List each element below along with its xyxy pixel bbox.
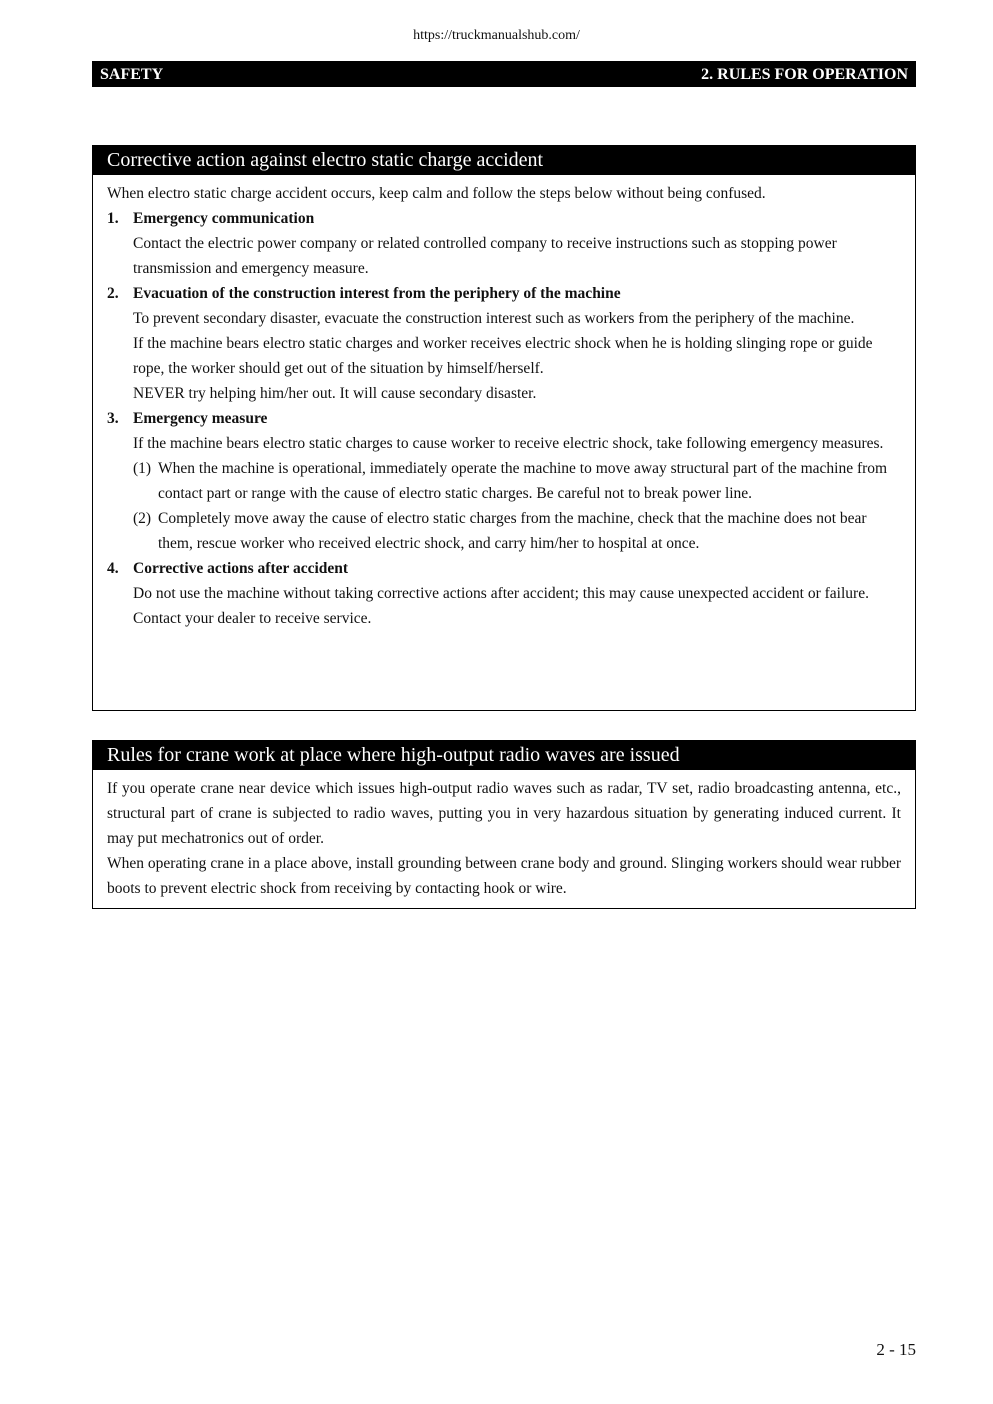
section-title: Rules for crane work at place where high-output radio waves are issued xyxy=(93,741,915,770)
sub-item-text: Completely move away the cause of electro static charges from the machine, check that the machine does not bear them, rescue worker who received electric shock, and carry him/her to hospital at once. xyxy=(158,510,867,552)
page-header xyxy=(92,61,916,87)
page-number: 2 - 15 xyxy=(876,1340,916,1359)
source-url: https://truckmanualshub.com/ xyxy=(413,28,580,43)
step-title: Corrective actions after accident xyxy=(133,560,349,577)
step-title: Emergency measure xyxy=(133,410,268,427)
section-title: Corrective action against electro static charge accident xyxy=(93,146,915,175)
step-title: Evacuation of the construction interest from the periphery of the machine xyxy=(133,285,621,302)
step-number: 4. xyxy=(107,560,119,577)
header-section-left: SAFETY xyxy=(100,66,164,83)
sub-item xyxy=(107,506,901,556)
sub-item-number: (1) xyxy=(133,460,152,477)
step-paragraph: Contact the electric power company or related controlled company to receive instructions such as stopping power transmission and emergency measure. xyxy=(133,235,837,277)
electrostatic-accident-section xyxy=(92,145,916,711)
step-paragraph: Do not use the machine without taking corrective actions after accident; this may cause unexpected accident or failure. xyxy=(133,585,869,602)
step-paragraph: NEVER try helping him/her out. It will cause secondary disaster. xyxy=(133,385,537,402)
step-number: 1. xyxy=(107,210,119,227)
step-title: Emergency communication xyxy=(133,210,315,227)
step-number: 3. xyxy=(107,410,119,427)
step-heading xyxy=(107,406,901,431)
sub-item-text: When the machine is operational, immediately operate the machine to move away structural part of the machine from contact part or range with the cause of electro static charges. Be careful not to break power line. xyxy=(158,460,888,502)
step-number: 2. xyxy=(107,285,119,302)
step-heading xyxy=(107,281,901,306)
section-body xyxy=(93,770,915,907)
body-paragraph: If you operate crane near device which issues high-output radio waves such as radar, TV set, radio broadcasting antenna, etc., structural part of crane is subjected to radio waves, putting you in very hazardous situation by generating induced current. It may put mechatronics out of order. xyxy=(107,780,901,847)
step-heading xyxy=(107,206,901,231)
header-section-right: 2. RULES FOR OPERATION xyxy=(701,66,908,83)
step-paragraph: If the machine bears electro static charges and worker receives electric shock when he is holding slinging rope or guide rope, the worker should get out of the situation by himself/herself. xyxy=(133,335,873,377)
section-body xyxy=(93,175,915,637)
radio-waves-section xyxy=(92,740,916,909)
step-paragraph: Contact your dealer to receive service. xyxy=(133,610,372,627)
step-heading xyxy=(107,556,901,581)
sub-item xyxy=(107,456,901,506)
intro-text: When electro static charge accident occurs, keep calm and follow the steps below without being confused. xyxy=(107,185,766,202)
step-paragraph: If the machine bears electro static charges to cause worker to receive electric shock, take following emergency measures. xyxy=(133,435,884,452)
step-paragraph: To prevent secondary disaster, evacuate the construction interest such as workers from the periphery of the machine. xyxy=(133,310,855,327)
body-paragraph: When operating crane in a place above, install grounding between crane body and ground. Slinging workers should wear rubber boots to prevent electric shock from receiving by contacting hook or wire. xyxy=(107,855,901,897)
sub-item-number: (2) xyxy=(133,510,152,527)
